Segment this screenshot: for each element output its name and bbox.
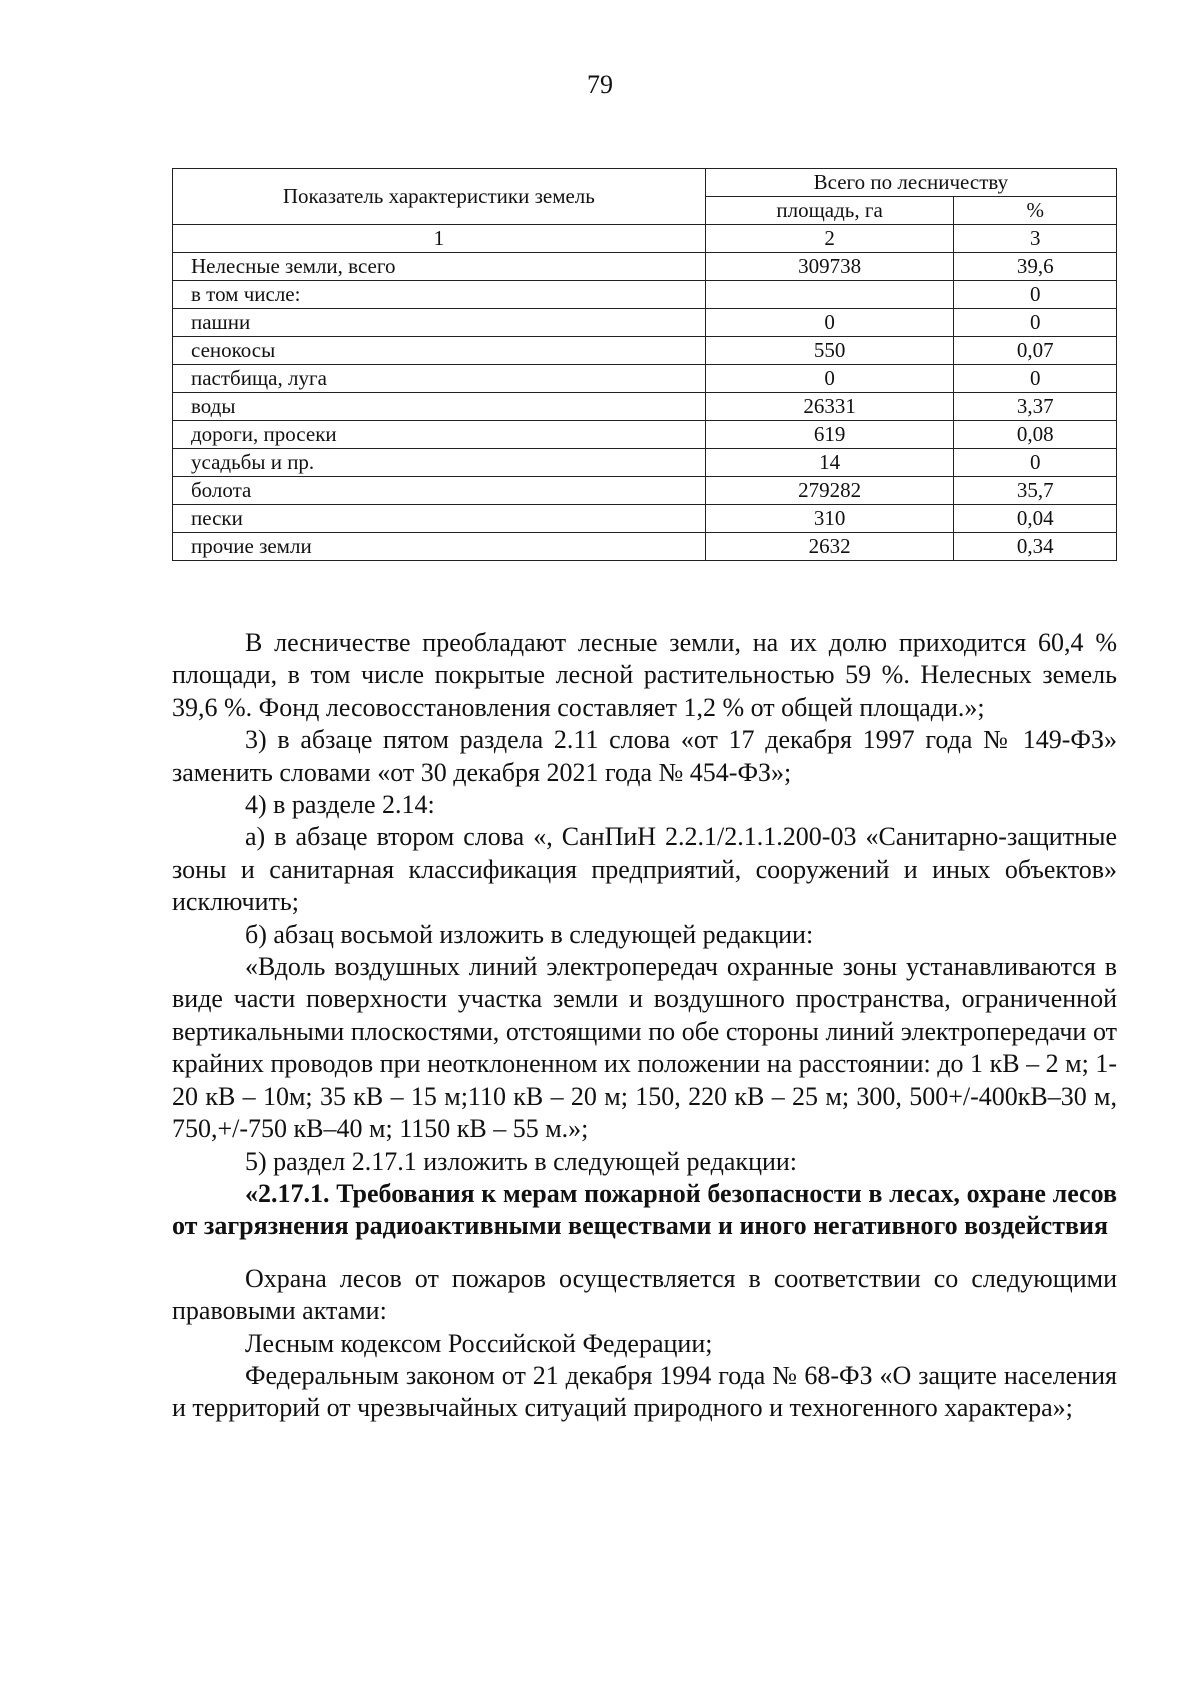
row-area: 2632 xyxy=(705,533,954,561)
row-area: 14 xyxy=(705,449,954,477)
body-text xyxy=(172,627,1117,1425)
table-row xyxy=(173,533,1117,561)
row-percent: 0,04 xyxy=(954,505,1117,533)
table-row xyxy=(173,337,1117,365)
row-percent: 0,34 xyxy=(954,533,1117,561)
row-percent: 0 xyxy=(954,281,1117,309)
table-row xyxy=(173,421,1117,449)
row-percent: 0,07 xyxy=(954,337,1117,365)
paragraph: 5) раздел 2.17.1 изложить в следующей редакции: xyxy=(245,1146,798,1176)
table-header-row xyxy=(173,169,1117,197)
table-row xyxy=(173,253,1117,281)
row-name: пашни xyxy=(173,309,706,337)
col-number: 2 xyxy=(705,225,954,253)
row-area: 279282 xyxy=(705,477,954,505)
table-row xyxy=(173,365,1117,393)
header-total-group: Всего по лесничеству xyxy=(705,169,1116,197)
paragraph: «Вдоль воздушных линий электропередач охранные зоны устанавливаются в виде части поверхности участка земли и воздушного пространства, ограниченной вертикальными плоскостями, отстоящими по обе стороны линий электропередачи от крайних проводов при неотклоненном их положении на расстоянии: до 1 кВ – 2 м; 1-20 кВ – 10м; 35 кВ – 15 м;110 кВ – 20 м; 150, 220 кВ – 25 м; 300, 500+/-400кВ–30 м, 750,+/-750 кВ–40 м; 1150 кВ – 55 м.»; xyxy=(172,952,1117,1144)
row-percent: 3,37 xyxy=(954,393,1117,421)
row-area: 26331 xyxy=(705,393,954,421)
row-name: прочие земли xyxy=(173,533,706,561)
paragraph: 3) в абзаце пятом раздела 2.11 слова «от 17 декабря 1997 года № 149-ФЗ» заменить словами «от 30 декабря 2021 года № 454-ФЗ»; xyxy=(172,725,1117,787)
paragraph: 4) в разделе 2.14: xyxy=(245,790,435,820)
row-percent: 0 xyxy=(954,365,1117,393)
table-row xyxy=(173,449,1117,477)
table-row xyxy=(173,281,1117,309)
paragraph: Лесным кодексом Российской Федерации; xyxy=(245,1328,713,1358)
row-percent: 35,7 xyxy=(954,477,1117,505)
paragraph: б) абзац восьмой изложить в следующей редакции: xyxy=(245,919,814,949)
header-indicator: Показатель характеристики земель xyxy=(173,169,706,225)
row-area xyxy=(705,281,954,309)
header-area: площадь, га xyxy=(705,197,954,225)
section-heading xyxy=(172,1178,1117,1243)
table-row xyxy=(173,477,1117,505)
row-name: пески xyxy=(173,505,706,533)
table-col-numbers-row xyxy=(173,225,1117,253)
row-name: Нелесные земли, всего xyxy=(173,253,706,281)
paragraph: В лесничестве преобладают лесные земли, на их долю приходится 60,4 % площади, в том числе покрытые лесной растительностью 59 %. Нелесных земель 39,6 %. Фонд лесовосстановления составляет 1,2 % от общей площади.»; xyxy=(172,628,1117,722)
row-name: сенокосы xyxy=(173,337,706,365)
row-name: болота xyxy=(173,477,706,505)
land-characteristics-table xyxy=(172,168,1117,561)
row-percent: 0 xyxy=(954,449,1117,477)
paragraph: Охрана лесов от пожаров осуществляется в соответствии со следующими правовыми актами: xyxy=(172,1263,1117,1326)
table-row xyxy=(173,393,1117,421)
col-number: 3 xyxy=(954,225,1117,253)
table-row xyxy=(173,505,1117,533)
row-percent: 0,08 xyxy=(954,421,1117,449)
row-area: 309738 xyxy=(705,253,954,281)
heading-quote: « xyxy=(245,1178,258,1208)
paragraph: Федеральным законом от 21 декабря 1994 года № 68-ФЗ «О защите населения и территорий от чрезвычайных ситуаций природного и техногенного характера»; xyxy=(172,1360,1117,1423)
page-number: 79 xyxy=(587,70,613,99)
row-area: 0 xyxy=(705,365,954,393)
row-name: воды xyxy=(173,393,706,421)
row-percent: 39,6 xyxy=(954,253,1117,281)
row-name: дороги, просеки xyxy=(173,421,706,449)
paragraph: а) в абзаце втором слова «, СанПиН 2.2.1/2.1.1.200-03 «Санитарно-защитные зоны и санитарная классификация предприятий, сооружений и иных объектов» исключить; xyxy=(172,822,1117,917)
row-area: 310 xyxy=(705,505,954,533)
row-name: пастбища, луга xyxy=(173,365,706,393)
row-name: усадьбы и пр. xyxy=(173,449,706,477)
header-percent: % xyxy=(954,197,1117,225)
col-number: 1 xyxy=(173,225,706,253)
heading-text: 2.17.1. Требования к мерам пожарной безопасности в лесах, охране лесов от загрязнения радиоактивными веществами и иного негативного воздействия xyxy=(172,1178,1117,1241)
table-row xyxy=(173,309,1117,337)
row-area: 619 xyxy=(705,421,954,449)
row-percent: 0 xyxy=(954,309,1117,337)
row-area: 550 xyxy=(705,337,954,365)
row-area: 0 xyxy=(705,309,954,337)
row-name: в том числе: xyxy=(173,281,706,309)
